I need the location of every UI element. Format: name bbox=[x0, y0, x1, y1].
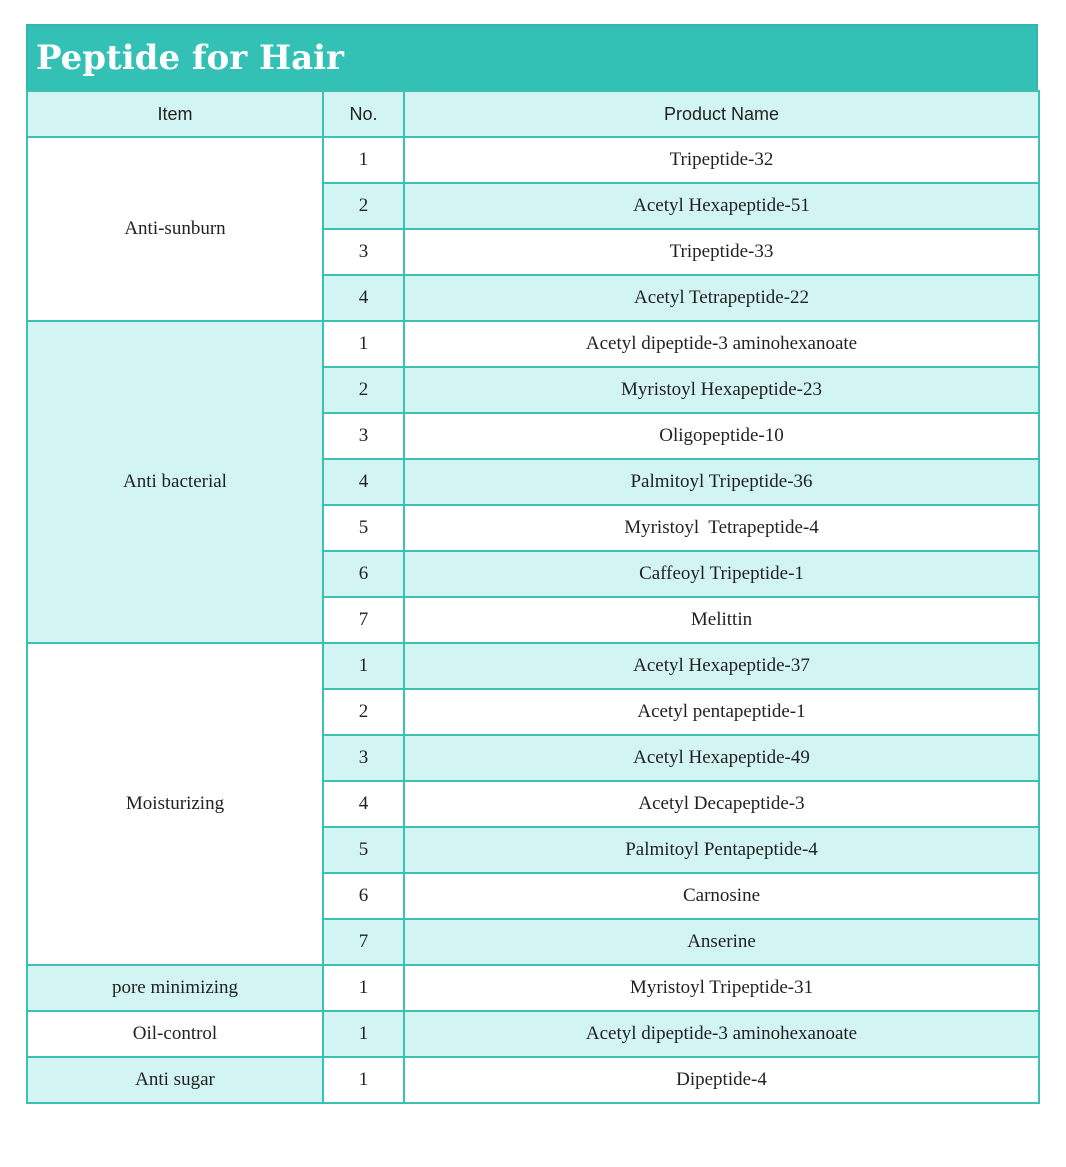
product-name-cell: Acetyl dipeptide-3 aminohexanoate bbox=[404, 321, 1039, 367]
item-cell: Anti sugar bbox=[27, 1057, 323, 1103]
item-cell: Anti-sunburn bbox=[27, 137, 323, 321]
no-cell: 3 bbox=[323, 413, 404, 459]
product-name-cell: Myristoyl Tripeptide-31 bbox=[404, 965, 1039, 1011]
product-name-cell: Melittin bbox=[404, 597, 1039, 643]
table-row bbox=[27, 137, 1039, 183]
product-name-cell: Acetyl pentapeptide-1 bbox=[404, 689, 1039, 735]
no-cell: 5 bbox=[323, 827, 404, 873]
product-name-cell: Carnosine bbox=[404, 873, 1039, 919]
product-name-cell: Dipeptide-4 bbox=[404, 1057, 1039, 1103]
table-row bbox=[27, 321, 1039, 367]
no-cell: 1 bbox=[323, 643, 404, 689]
no-cell: 1 bbox=[323, 1011, 404, 1057]
no-cell: 7 bbox=[323, 919, 404, 965]
item-cell: Oil-control bbox=[27, 1011, 323, 1057]
no-cell: 1 bbox=[323, 1057, 404, 1103]
peptide-table-card bbox=[26, 24, 1038, 1104]
product-name-cell: Myristoyl Tetrapeptide-4 bbox=[404, 505, 1039, 551]
product-name-cell: Tripeptide-32 bbox=[404, 137, 1039, 183]
no-cell: 6 bbox=[323, 551, 404, 597]
product-name-cell: Acetyl Hexapeptide-37 bbox=[404, 643, 1039, 689]
no-cell: 3 bbox=[323, 229, 404, 275]
no-cell: 4 bbox=[323, 781, 404, 827]
table-row bbox=[27, 1057, 1039, 1103]
product-name-cell: Oligopeptide-10 bbox=[404, 413, 1039, 459]
header-item: Item bbox=[27, 91, 323, 137]
product-name-cell: Myristoyl Hexapeptide-23 bbox=[404, 367, 1039, 413]
page-title: Peptide for Hair bbox=[26, 24, 1038, 90]
table-row bbox=[27, 1011, 1039, 1057]
no-cell: 4 bbox=[323, 459, 404, 505]
product-name-cell: Acetyl Hexapeptide-49 bbox=[404, 735, 1039, 781]
no-cell: 7 bbox=[323, 597, 404, 643]
peptide-table bbox=[26, 90, 1040, 1104]
product-name-cell: Acetyl Decapeptide-3 bbox=[404, 781, 1039, 827]
header-no: No. bbox=[323, 91, 404, 137]
product-name-cell: Acetyl Hexapeptide-51 bbox=[404, 183, 1039, 229]
no-cell: 2 bbox=[323, 367, 404, 413]
no-cell: 1 bbox=[323, 137, 404, 183]
no-cell: 4 bbox=[323, 275, 404, 321]
no-cell: 2 bbox=[323, 183, 404, 229]
item-cell: Anti bacterial bbox=[27, 321, 323, 643]
item-cell: pore minimizing bbox=[27, 965, 323, 1011]
product-name-cell: Palmitoyl Pentapeptide-4 bbox=[404, 827, 1039, 873]
product-name-cell: Acetyl Tetrapeptide-22 bbox=[404, 275, 1039, 321]
item-cell: Moisturizing bbox=[27, 643, 323, 965]
product-name-cell: Anserine bbox=[404, 919, 1039, 965]
header-product-name: Product Name bbox=[404, 91, 1039, 137]
no-cell: 2 bbox=[323, 689, 404, 735]
no-cell: 1 bbox=[323, 321, 404, 367]
no-cell: 5 bbox=[323, 505, 404, 551]
no-cell: 3 bbox=[323, 735, 404, 781]
table-body bbox=[27, 137, 1039, 1103]
product-name-cell: Caffeoyl Tripeptide-1 bbox=[404, 551, 1039, 597]
product-name-cell: Palmitoyl Tripeptide-36 bbox=[404, 459, 1039, 505]
table-row bbox=[27, 965, 1039, 1011]
no-cell: 6 bbox=[323, 873, 404, 919]
no-cell: 1 bbox=[323, 965, 404, 1011]
table-row bbox=[27, 643, 1039, 689]
product-name-cell: Acetyl dipeptide-3 aminohexanoate bbox=[404, 1011, 1039, 1057]
table-header-row bbox=[27, 91, 1039, 137]
product-name-cell: Tripeptide-33 bbox=[404, 229, 1039, 275]
